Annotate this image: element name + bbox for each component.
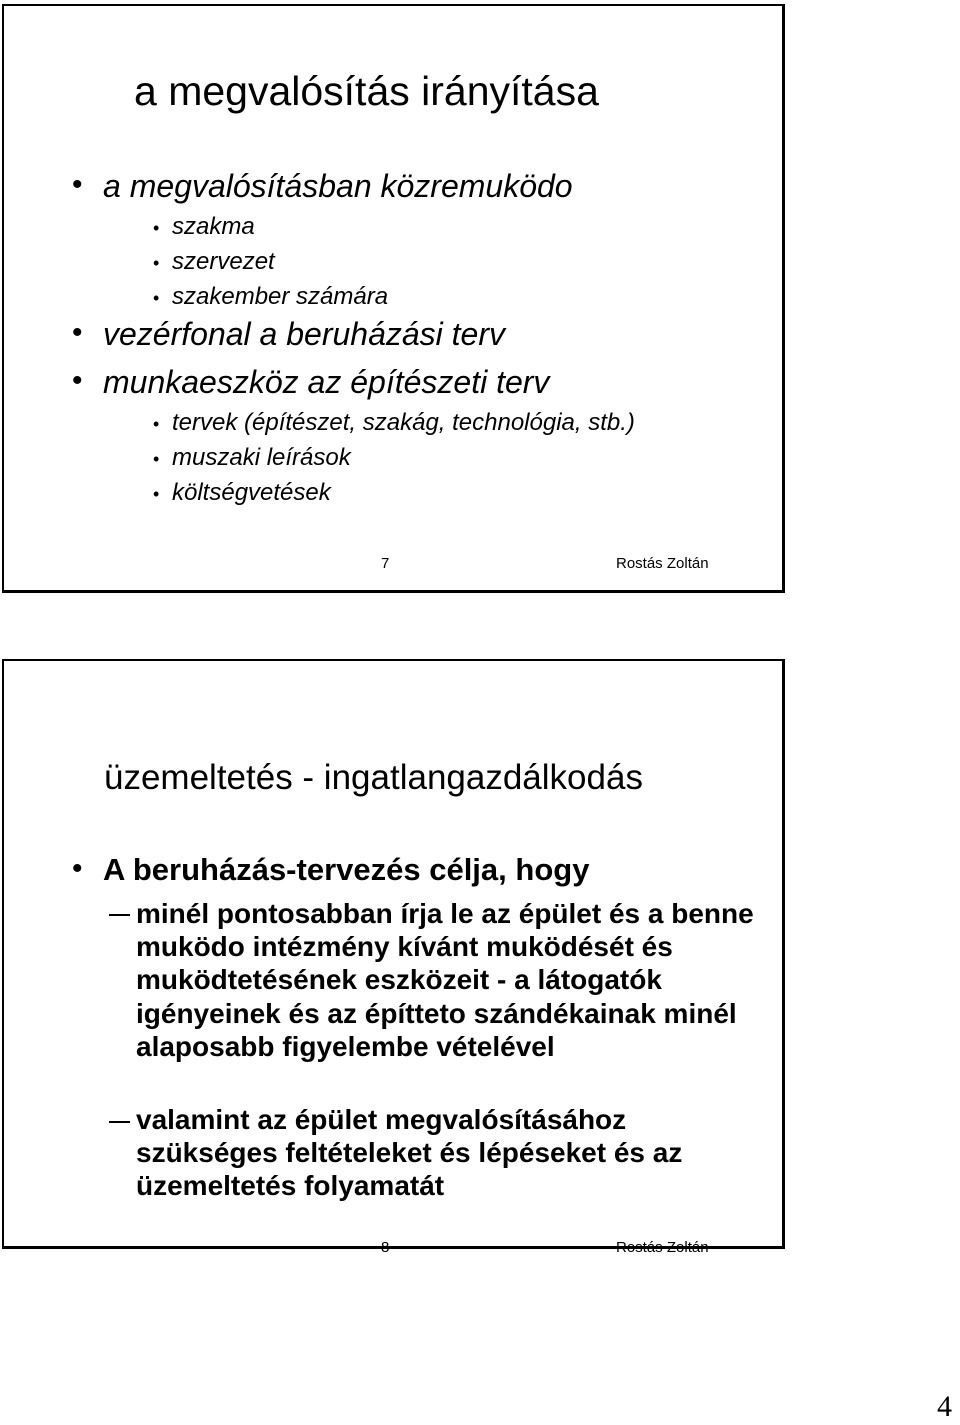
bullet-icon: •: [153, 218, 160, 238]
slide1-subitem: muszaki leírások: [172, 444, 351, 471]
bullet-icon: •: [153, 449, 160, 469]
slide1-subitem: szakma: [172, 213, 255, 240]
bullet-icon: •: [72, 364, 83, 397]
bullet-icon: •: [72, 852, 83, 885]
bullet-icon: •: [153, 484, 160, 504]
dash-icon: [109, 1121, 130, 1123]
slide1-subitem: szervezet: [172, 248, 275, 275]
slide2-bullet: A beruházás-tervezés célja, hogy: [103, 852, 590, 887]
slide1-item: a megvalósításban közremuködo: [103, 168, 573, 204]
slide2-subitem-1: minél pontosabban írja le az épület és a benne muködo intézmény kívánt muködését és muködtetésének eszközeit - a látogatók igényeinek és az építteto szándékainak minél alaposabb figyelembe vételével: [136, 898, 754, 1062]
slide1-subitem: tervek (építészet, szakág, technológia, stb.): [172, 409, 635, 436]
slide1-item: munkaeszköz az építészeti terv: [103, 364, 550, 400]
slide1-author: Rostás Zoltán: [616, 555, 709, 572]
slide2-page-number: 8: [381, 1239, 390, 1256]
slide1-page-number: 7: [381, 555, 390, 572]
bullet-icon: •: [153, 253, 160, 273]
bullet-icon: •: [72, 168, 83, 201]
slide2-title: üzemeltetés - ingatlangazdálkodás: [104, 758, 643, 797]
slide1-subitem: szakember számára: [172, 283, 389, 310]
slide1-subitem: költségvetések: [172, 479, 331, 506]
bullet-icon: •: [72, 316, 83, 349]
slide2-author: Rostás Zoltán: [616, 1239, 709, 1256]
slide1-title: a megvalósítás irányítása: [134, 68, 599, 114]
dash-icon: [109, 914, 130, 916]
document-page-number: 4: [937, 1390, 952, 1423]
slide2-subitem-2: valamint az épület megvalósításához szükséges feltételeket és lépéseket és az üzemeltetés folyamatát: [136, 1104, 683, 1202]
bullet-icon: •: [153, 288, 160, 308]
slide1-item: vezérfonal a beruházási terv: [103, 316, 505, 352]
bullet-icon: •: [153, 414, 160, 434]
